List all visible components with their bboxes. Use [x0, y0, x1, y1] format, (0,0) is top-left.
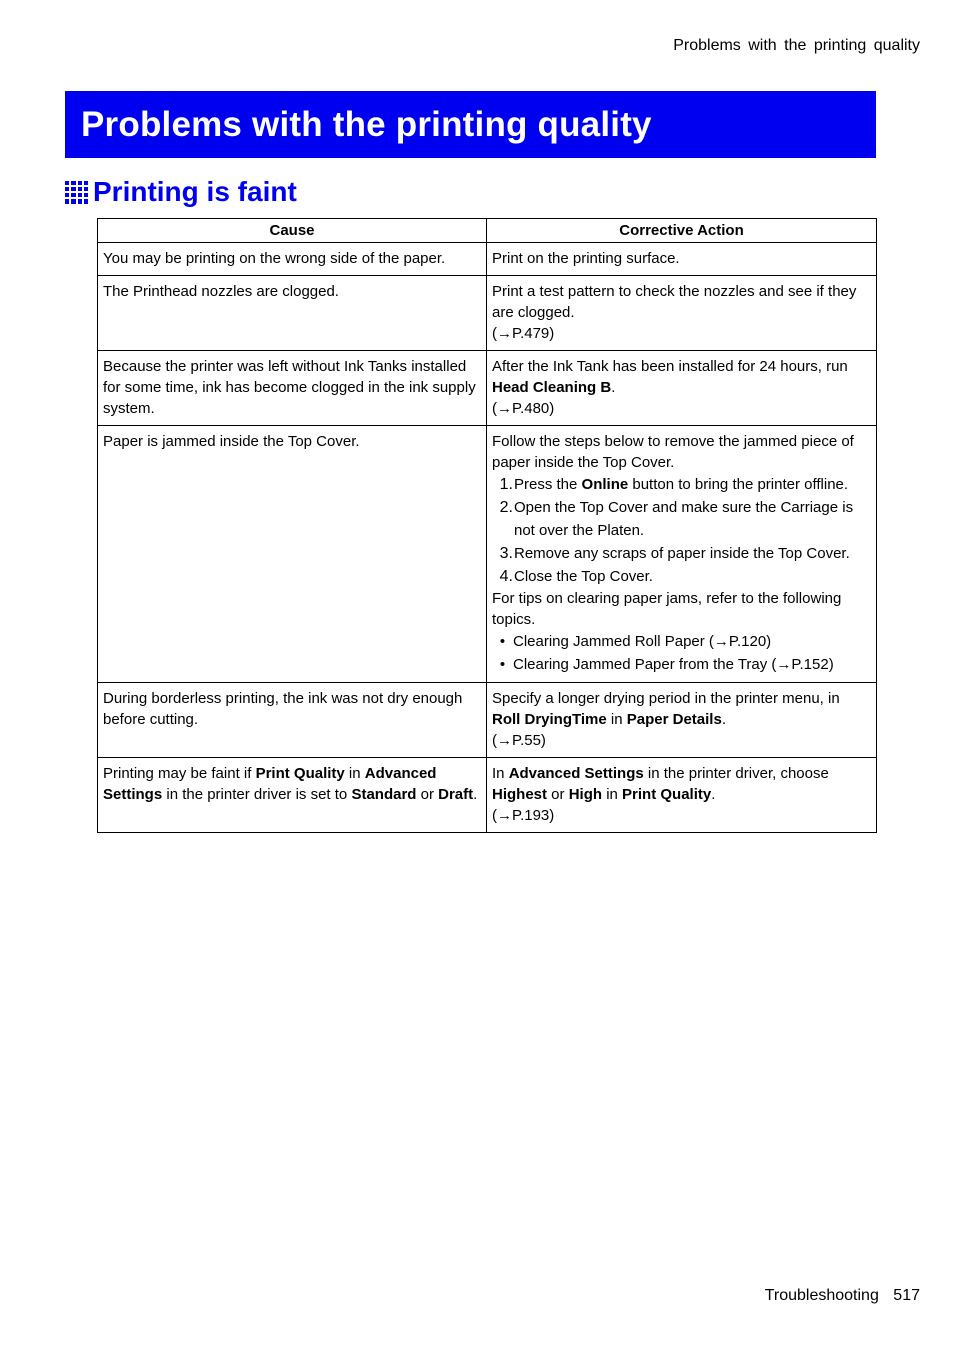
- text-run: Specify a longer drying period in the printer menu, in: [492, 690, 840, 707]
- text-run: Follow the steps below to remove the jammed piece of paper inside the Top Cover.: [492, 433, 854, 471]
- step-text: [514, 565, 653, 588]
- action-text: [492, 356, 871, 398]
- text-run: Close the Top Cover.: [514, 568, 653, 585]
- text-run: in: [602, 786, 623, 803]
- step-number: 1.: [499, 476, 513, 493]
- bold-term: Head Cleaning B: [492, 379, 612, 396]
- text-run: button to bring the printer offline.: [628, 476, 849, 493]
- page-footer: [765, 1287, 920, 1305]
- corrective-action-cell: [487, 758, 877, 833]
- table-row: [98, 276, 877, 351]
- running-header: Problems with the printing quality: [673, 37, 920, 54]
- section-heading: [65, 176, 297, 208]
- topic-item: [492, 653, 871, 676]
- topic-link[interactable]: Clearing Jammed Paper from the Tray (→P.152): [513, 656, 834, 673]
- table-row: [98, 683, 877, 758]
- bold-term: Advanced Settings: [508, 765, 644, 782]
- corrective-action-cell: [487, 683, 877, 758]
- action-text: [492, 688, 871, 730]
- bold-term: Print Quality: [622, 786, 712, 803]
- page-reference[interactable]: (→P.479): [492, 325, 555, 342]
- step-number: 4.: [499, 568, 513, 585]
- text-run: The Printhead nozzles are clogged.: [103, 283, 339, 300]
- step-text: [514, 496, 871, 542]
- text-run: in the printer driver is set to: [162, 786, 352, 803]
- cause-cell: [98, 426, 487, 683]
- topic-list: [492, 630, 871, 676]
- troubleshooting-table: [97, 218, 877, 833]
- cause-cell: [98, 276, 487, 351]
- title-bar: [65, 91, 876, 158]
- step-item: [492, 542, 871, 565]
- text-run: .: [711, 786, 716, 803]
- bold-term: Online: [581, 476, 629, 493]
- followup-text: For tips on clearing paper jams, refer to the following topics.: [492, 590, 842, 628]
- bold-term: Advanced Settings: [103, 765, 437, 803]
- bold-term: Paper Details: [626, 711, 722, 728]
- step-item: [492, 496, 871, 542]
- text-run: Remove any scraps of paper inside the Top Cover.: [514, 545, 850, 562]
- page-reference[interactable]: (→P.55): [492, 732, 546, 749]
- cause-cell: [98, 351, 487, 426]
- text-run: Paper is jammed inside the Top Cover.: [103, 433, 360, 450]
- step-list: [492, 473, 871, 588]
- grid-icon: [65, 181, 88, 204]
- page-reference[interactable]: (→P.193): [492, 807, 555, 824]
- corrective-action-cell: [487, 426, 877, 683]
- text-run: .: [611, 379, 616, 396]
- text-run: You may be printing on the wrong side of the paper.: [103, 250, 446, 267]
- table-row: [98, 758, 877, 833]
- corrective-action-cell: [487, 276, 877, 351]
- text-run: or: [547, 786, 569, 803]
- page-reference[interactable]: (→P.480): [492, 400, 555, 417]
- cause-cell: [98, 758, 487, 833]
- table-header-row: [98, 219, 877, 243]
- cause-cell: [98, 243, 487, 276]
- footer-section: Troubleshooting: [764, 1287, 879, 1304]
- bullet-icon: •: [499, 633, 506, 650]
- text-run: Press the: [514, 476, 582, 493]
- action-text: [492, 431, 871, 473]
- header-cause: Cause: [98, 219, 487, 243]
- bullet-icon: •: [499, 656, 506, 673]
- text-run: in: [344, 765, 365, 782]
- corrective-action-cell: [487, 243, 877, 276]
- action-text: [492, 763, 871, 805]
- text-run: Open the Top Cover and make sure the Carriage is not over the Platen.: [514, 499, 854, 539]
- text-run: in the printer driver, choose: [643, 765, 829, 782]
- table-row: [98, 426, 877, 683]
- header-corrective-action: Corrective Action: [487, 219, 877, 243]
- text-run: Printing may be faint if: [103, 765, 256, 782]
- topic-link[interactable]: Clearing Jammed Roll Paper (→P.120): [513, 633, 772, 650]
- corrective-action-cell: [487, 351, 877, 426]
- text-run: In: [492, 765, 509, 782]
- text-run: Print a test pattern to check the nozzles and see if they are clogged.: [492, 283, 857, 321]
- topic-item: [492, 630, 871, 653]
- bold-term: Roll DryingTime: [492, 711, 607, 728]
- bold-term: Standard: [351, 786, 417, 803]
- section-title: Printing is faint: [93, 176, 297, 207]
- bold-term: Draft: [438, 786, 474, 803]
- step-number: 2.: [499, 499, 513, 516]
- bold-term: Highest: [492, 786, 548, 803]
- text-run: Print on the printing surface.: [492, 250, 680, 267]
- text-run: or: [416, 786, 439, 803]
- cause-cell: [98, 683, 487, 758]
- table-row: [98, 351, 877, 426]
- text-run: During borderless printing, the ink was not dry enough before cutting.: [103, 690, 463, 728]
- step-number: 3.: [499, 545, 513, 562]
- text-run: .: [473, 786, 478, 803]
- table-row: [98, 243, 877, 276]
- step-item: [492, 565, 871, 588]
- bold-term: High: [568, 786, 603, 803]
- step-item: [492, 473, 871, 496]
- step-text: [514, 473, 848, 496]
- text-run: in: [606, 711, 627, 728]
- bold-term: Print Quality: [255, 765, 345, 782]
- page-number: 517: [893, 1287, 920, 1304]
- text-run: After the Ink Tank has been installed for 24 hours, run: [492, 358, 848, 375]
- table-body: [98, 243, 877, 833]
- action-text: [492, 281, 871, 323]
- page-title: Problems with the printing quality: [81, 104, 652, 144]
- action-text: [492, 248, 871, 269]
- step-text: [514, 542, 850, 565]
- text-run: Because the printer was left without Ink Tanks installed for some time, ink has become clogged in the ink supply system.: [103, 358, 476, 417]
- text-run: .: [721, 711, 726, 728]
